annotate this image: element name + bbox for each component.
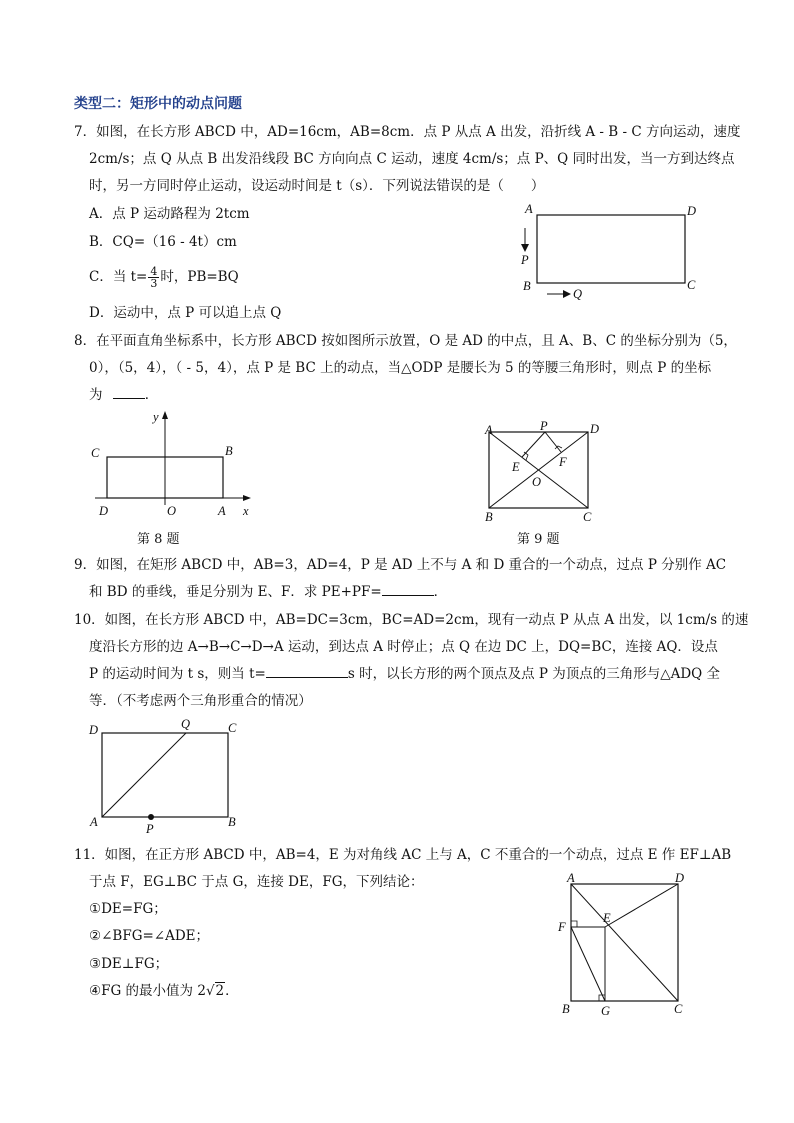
q10-label-c: C bbox=[228, 721, 237, 735]
q7-text-line2: 2cm/s；点 Q 从点 B 出发沿线段 BC 方向向点 C 运动，速度 4cm/s；点 P、Q 同时出发，当一方到达终点 bbox=[89, 151, 735, 167]
q11-label-b: B bbox=[562, 1002, 570, 1016]
q8-text-line2: 0），（5，4），（ - 5，4），点 P 是 BC 上的动点，当△ODP 是腰长为 5 的等腰三角形时，则点 P 的坐标 bbox=[89, 360, 712, 376]
q11-label-c: C bbox=[674, 1002, 683, 1016]
q11-c4-radicand: 2 bbox=[215, 983, 225, 999]
q11-label-a: A bbox=[567, 872, 575, 885]
q7-text-line3: 时，另一方同时停止运动，设运动时间是 t（s）．下列说法错误的是（ ） bbox=[89, 178, 545, 194]
q8-x-arrow bbox=[243, 495, 251, 501]
q7-label-a: A bbox=[525, 202, 533, 216]
q11-label-g: G bbox=[601, 1004, 611, 1018]
q10-text-line3 bbox=[89, 665, 720, 683]
q7-label-d: D bbox=[687, 204, 697, 218]
q8-line3-end: ． bbox=[144, 387, 159, 403]
q9-label-p: P bbox=[540, 419, 548, 433]
q11-conclusion-2: ②∠BFG=∠ADE； bbox=[89, 928, 210, 944]
q7-option-c bbox=[89, 266, 239, 289]
q11-conclusion-4 bbox=[89, 982, 239, 1000]
q10-line3-post: s 时，以长方形的两个顶点及点 P 为顶点的三角形与△ADQ 全 bbox=[347, 666, 721, 682]
q8-figure bbox=[85, 405, 265, 525]
q7-label-p: P bbox=[521, 253, 529, 267]
q7-rectangle bbox=[537, 215, 685, 283]
q7-option-c-post: 时，PB=BQ bbox=[160, 269, 239, 285]
q8-label-c: C bbox=[91, 446, 100, 460]
q10-figure bbox=[85, 712, 250, 837]
q8-label-o: O bbox=[167, 504, 177, 518]
q9-answer-blank[interactable] bbox=[382, 583, 434, 596]
q8-text-line3 bbox=[89, 386, 158, 404]
q7-option-b: B．CQ=（16 - 4t）cm bbox=[89, 234, 237, 250]
q10-text-line2: 度沿长方形的边 A→B→C→D→A 运动，到达点 A 时停止；点 Q 在边 DC 上，DQ=BC，连接 AQ．设点 bbox=[89, 639, 718, 655]
q10-line3-pre: P 的运动时间为 t s，则当 t= bbox=[89, 666, 266, 682]
q8-caption: 第 8 题 bbox=[137, 532, 180, 547]
q11-label-e: E bbox=[603, 911, 611, 925]
q11-diagonal-ac bbox=[571, 884, 678, 1001]
q8-label-x: x bbox=[243, 504, 249, 518]
q10-text-line1: 10．如图，在长方形 ABCD 中，AB=DC=3cm，BC=AD=2cm，现有一动点 P 从点 A 出发，以 1cm/s 的速 bbox=[74, 612, 749, 628]
q11-label-f: F bbox=[558, 920, 566, 934]
q10-label-q: Q bbox=[181, 717, 191, 731]
q9-line2-end: ． bbox=[433, 584, 448, 600]
q9-line2-pre: 和 BD 的垂线，垂足分别为 E、F．求 PE+PF= bbox=[89, 584, 382, 600]
q7-label-c: C bbox=[687, 278, 696, 292]
q11-c4-pre: ④FG 的最小值为 2 bbox=[89, 983, 206, 999]
q8-text-line1: 8．在平面直角坐标系中，长方形 ABCD 按如图所示放置，O 是 AD 的中点，且 A、B、C 的坐标分别为（5， bbox=[74, 333, 737, 349]
q9-label-d: D bbox=[590, 422, 600, 436]
q7-arrow-q-head bbox=[563, 290, 571, 298]
q10-text-line4: 等．（不考虑两个三角形重合的情况） bbox=[89, 693, 312, 709]
q10-segment-aq bbox=[102, 733, 186, 817]
q7-option-c-pre: C．当 t= bbox=[89, 269, 148, 285]
q7-option-a: A．点 P 运动路程为 2tcm bbox=[89, 206, 250, 222]
q11-segment-de bbox=[605, 884, 678, 927]
q11-label-d: D bbox=[675, 872, 685, 885]
q10-label-p: P bbox=[146, 822, 154, 836]
q11-conclusion-3: ③DE⊥FG； bbox=[89, 956, 169, 972]
q9-label-b: B bbox=[485, 510, 493, 524]
q9-label-f: F bbox=[559, 455, 567, 469]
q7-label-b: B bbox=[523, 279, 531, 293]
q7-text-line1: 7．如图，在长方形 ABCD 中，AD=16cm，AB=8cm．点 P 从点 A 出发，沿折线 A - B - C 方向运动，速度 bbox=[74, 124, 741, 140]
q9-label-e: E bbox=[512, 460, 520, 474]
q10-rectangle bbox=[102, 733, 228, 817]
q9-caption: 第 9 题 bbox=[517, 532, 560, 547]
q8-label-b: B bbox=[225, 444, 233, 458]
q7-label-q: Q bbox=[573, 287, 583, 301]
q8-line3-pre: 为 bbox=[89, 387, 103, 403]
q9-segment-pf bbox=[545, 432, 561, 452]
q8-label-a: A bbox=[218, 504, 226, 518]
q8-answer-blank[interactable] bbox=[113, 386, 145, 399]
q11-conclusion-1: ①DE=FG； bbox=[89, 901, 167, 917]
q11-text-line2: 于点 F，EG⊥BC 于点 G，连接 DE，FG，下列结论： bbox=[89, 874, 424, 890]
q7-option-d: D．运动中，点 P 可以追上点 Q bbox=[89, 305, 282, 321]
q8-y-arrow bbox=[162, 411, 168, 419]
q9-label-a: A bbox=[485, 423, 493, 437]
q9-text-line1: 9．如图，在矩形 ABCD 中，AB=3，AD=4，P 是 AD 上不与 A 和 D 重合的一个动点，过点 P 分别作 AC bbox=[74, 557, 727, 573]
q7-arrow-p-head bbox=[521, 244, 529, 252]
q7-frac-den: 3 bbox=[150, 277, 158, 290]
q10-label-a: A bbox=[90, 815, 98, 829]
sqrt-icon: √ bbox=[205, 983, 215, 999]
q9-label-c: C bbox=[583, 510, 592, 524]
q7-figure bbox=[505, 198, 720, 308]
q10-point-p bbox=[148, 814, 154, 820]
q10-label-d: D bbox=[89, 723, 99, 737]
q8-label-d: D bbox=[99, 504, 109, 518]
q11-text-line1: 11．如图，在正方形 ABCD 中，AB=4，E 为对角线 AC 上与 A，C 不重合的一个动点，过点 E 作 EF⊥AB bbox=[74, 847, 732, 863]
q7-fraction bbox=[148, 266, 159, 289]
q9-figure bbox=[480, 418, 610, 526]
q11-c4-end: ． bbox=[225, 983, 239, 999]
q10-answer-blank[interactable] bbox=[266, 665, 348, 678]
q11-figure bbox=[555, 872, 695, 1022]
q8-label-y: y bbox=[153, 410, 159, 424]
q9-text-line2 bbox=[89, 583, 447, 601]
section-heading: 类型二：矩形中的动点问题 bbox=[74, 96, 242, 112]
q9-label-o: O bbox=[532, 475, 542, 489]
q11-right-angle-f bbox=[571, 921, 577, 927]
q11-segment-fg bbox=[571, 927, 605, 1001]
q7-frac-num: 4 bbox=[150, 265, 158, 278]
q10-label-b: B bbox=[228, 815, 236, 829]
